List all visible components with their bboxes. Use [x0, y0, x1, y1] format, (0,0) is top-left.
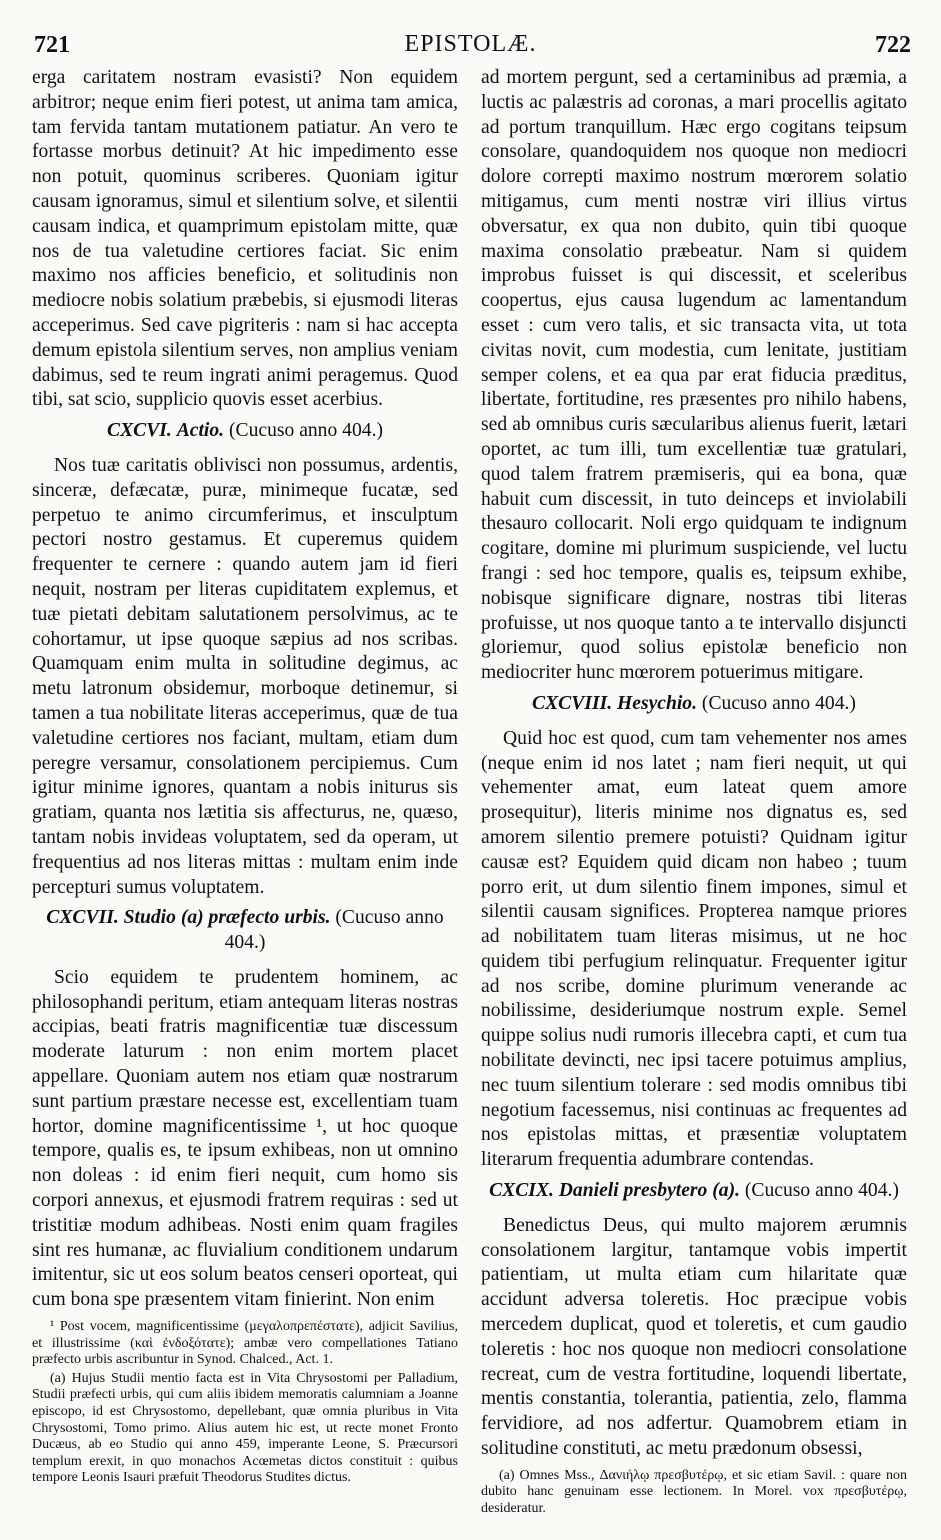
left-column [32, 66, 458, 1489]
letter-195-continuation: erga caritatem nostram evasisti? Non equidem arbitror; neque enim fieri potest, ut anima tam amica, tam fervida tantam mutationem patiatur. An vero te fortasse morbus detinuit? At hic impedimento esse non potuit, quominus scriberes. Quoniam igitur causam ignoramus, simul et silentium solve, et silentii causam indica, et quamprimum epistolam mitte, quæ nos de tua valetudine certiores faciat. Sic enim maximo nos afficies beneficio, et solitudinis non mediocre nobis solatium præbebis, si ejusmodi literas acceperimus. Sed cave pigriteris : nam si hac accepta demum epistola silentium serves, non amplius veniam dabimus, sed te reum ingrati animi peragemus. Quod tibi, sat scio, supplicio quovis esset acerbius. [32, 67, 458, 411]
letter-198-body: Quid hoc est quod, cum tam vehementer nos ames (neque enim id nos latet ; nam fieri nequit, ut qui vehementer amat, eum lateat quem amore prosequitur), literis minime nos dignatus es, sed amorem silentio premere potuisti? Quidnam igitur causæ est? Equidem quid dicam non habeo ; tuum porro erit, ut dum silentio finem impones, simul et silentii causam significes. Propterea namque priores ad nobilitatem tuam literas misimus, ut ne hoc quidem tibi perfugium relinquatur. Frequenter igitur ad nos scribe, domine plurimum venerande ac nobilissime, desideriumque nostrum exple. Semel quippe solius nudi rumoris illecebra capti, et cum tua nobilitate devincti, nec ipsi tacere potuimus amplius, nec tuum silentium tolerare : sed modis omnibus tibi negotium facessemus, nisi continuas ac frequentes ad nos epistolas mittas, et præsentiæ voluptatem literarum frequentia adumbrare contendas. [481, 727, 907, 1171]
letter-199-heading [481, 1179, 907, 1204]
letter-199-dateline: (Cucuso anno 404.) [744, 1180, 899, 1202]
running-header [30, 28, 911, 60]
letter-198-dateline: (Cucuso anno 404.) [701, 692, 856, 714]
letter-197-body: Scio equidem te prudentem hominem, ac philosophandi peritum, etiam antequam literas nostras accipias, beati fratris magnificentiæ tuæ discessum moderate laturum : non enim mortem placet appellare. Quoniam autem nos etiam quæ nostrarum sunt partium præstare necesse est, excellentiam tuam hortor, domine magnificentissime ¹, ut hoc quoque tempore, qualis es, te ipsum exhibeas, non ut omnino non doleas : id enim fieri nequit, cum homo sis corpori annexus, et ejusmodi fratrem requiras : sed ut tristitiæ modum adhibeas. Nosti enim quam fragiles sint res humanæ, ac fluvialium conditionem undarum imitentur, sic ut eos solum beatos censeri oporteat, qui cum bona spe præsentem vitam finierint. Non enim [32, 966, 458, 1311]
letter-199-number: CXCIX. [489, 1180, 554, 1202]
letter-196-dateline: (Cucuso anno 404.) [228, 420, 383, 442]
letter-199-body: Benedictus Deus, qui multo majorem ærumnis consolationem largitur, tantamque vobis impertit patientiam, ut multa etiam cum hilaritate quæ accidunt adversa toleretis. Hoc præcipue vobis mercedem duplicat, quod et toleretis, et cum gaudio toleretis : hoc nos quoque non mediocri consolatione recreat, cum de vestra fortitudine, loquendi libertate, mentis constantia, tolerantia, patientia, zelo, flamma fervidiore, ad nos adfertur. Quamobrem etiam in solitudine constituti, ac metu prædonum obsessi, [481, 1214, 907, 1460]
running-title: EPISTOLÆ. [404, 31, 537, 57]
letter-196-number: CXCVI. [107, 420, 172, 442]
footnote-1: ¹ Post vocem, magnificentissime (μεγαλοπρεπέστατε), adjicit Savilius, et illustrissime (καὶ ἐνδοξότατε); ambæ vero compellationes Tatiano præfecto urbis ascribuntur in Synod. Chalced., Act. 1. [32, 1319, 458, 1368]
letter-197-heading [32, 906, 458, 956]
letter-197-dateline: (Cucuso anno 404.) [224, 907, 444, 954]
footnotes-left [32, 1319, 458, 1487]
letter-197-number: CXCVII. [46, 907, 119, 929]
letter-198-heading [481, 692, 907, 717]
footnotes-right [481, 1468, 907, 1518]
footnote-a-left: (a) Hujus Studii mentio facta est in Vita Chrysostomi per Palladium, Studii præfecti urbis, qui cum aliis ibidem memoratis calumniam a Joanne episcopo, id est Chrysostomo, depellebant, quæ omnia pluribus in Vita Chrysostomi, Tomo primo. Alius autem hic est, ut recte monet Fronto Ducæus, ab eo Studio qui anno 459, imperante Leone, S. Præcursori templum erexit, in quo monachos Acœmetas dictos constituit : quibus tempore Leonis Isauri præfuit Theodorus Studites dictus. [32, 1370, 458, 1486]
letter-198-number: CXCVIII. [532, 692, 613, 714]
footnote-a-right: (a) Omnes Mss., Δανιήλῳ πρεσβυτέρῳ, et sic etiam Savil. : quare non dubito hanc genuinam esse lectionem. In Morel. vox πρεσβυτέρῳ, desideratur. [481, 1467, 907, 1517]
letter-196-heading [32, 419, 458, 444]
right-column [481, 66, 907, 1520]
letter-198-recipient: Hesychio. [617, 692, 698, 714]
page-number-right: 722 [875, 32, 911, 58]
letter-196-body: Nos tuæ caritatis oblivisci non possumus, ardentis, sinceræ, defæcatæ, puræ, minimeque fucatæ, sed perpetuo te animo circumferimus, et insculptum pectori nostro gestamus. Et cuperemus quidem frequenter te cernere : quando autem jam id fieri nequit, nostram per literas cupiditatem explemus, et tuæ pietati debitam salutationem persolvimus, ac te cohortamur, ut ipse quoque sæpius ad nos scribas. Quamquam enim multa in solitudine degimus, ac metu latronum obsidemur, morboque detinemur, si tamen a tua nobilitate literas acceperimus, quæ de tua valetudine certiores nos faciant, multam, etiam dum peregre versamur, consolationem percipiemus. Cum igitur minime ignores, quantam a nobis initurus sis gratiam, quanta nos lætitia sis affecturus, ne, quæso, tantam nobis invideas voluptatem, sed da operam, ut frequentius ad nos literas mittas : multam enim inde percepturi sumus voluptatem. [32, 454, 458, 898]
letter-197-continuation: ad mortem pergunt, sed a certaminibus ad præmia, a luctis ac palæstris ad coronas, a mari procellis agitato ad portum tranquillum. Hæc ergo cogitans teipsum consolare, quandoquidem nos quoque non mediocri dolore correpti maximo nostrum mœrorem solatio mitigamus, cum menti nostræ viri illius virtus obversatur, ex qua non dubito, quin tibi quoque maxima consolatio præbeatur. Nam si quidem improbus fuisset is qui discessit, et sceleribus coopertus, ejus causa lugendum ac lamentandum esset : cum vero talis, et sic transacta vita, ut tota civitas novit, cum modestia, cum lenitate, justitiam semper colens, et ea qua par erat fiducia præditus, libertate, fortitudine, res præsentes pro nihilo habens, sed ab omnibus curis sæcularibus alienus fuerit, lætari oportet, ac tum illi, tum excellentiæ tuæ gratulari, quod talem fratrem præmiseris, qui ea bona, quæ habuit cum discessit, in tuto deinceps et inviolabili thesauro collocarit. Noli ergo quidquam te indignum cogitare, domine mi plurimum suspiciende, vel luctu frangi : sed hoc tempore, qualis es, teipsum exhibe, nobisque significare dignare, nostras tibi literas profuisse, ut nos quoque tanto a te intervallo disjuncti gloriemur, quod solius epistolæ beneficio non mediocriter hunc mœrorem potuerimus mitigare. [481, 67, 907, 684]
letter-197-recipient: Studio (a) præfecto urbis. [123, 907, 331, 929]
letter-196-recipient: Actio. [176, 420, 225, 442]
page-number-left: 721 [34, 32, 70, 58]
letter-199-recipient: Danieli presbytero (a). [558, 1180, 740, 1202]
